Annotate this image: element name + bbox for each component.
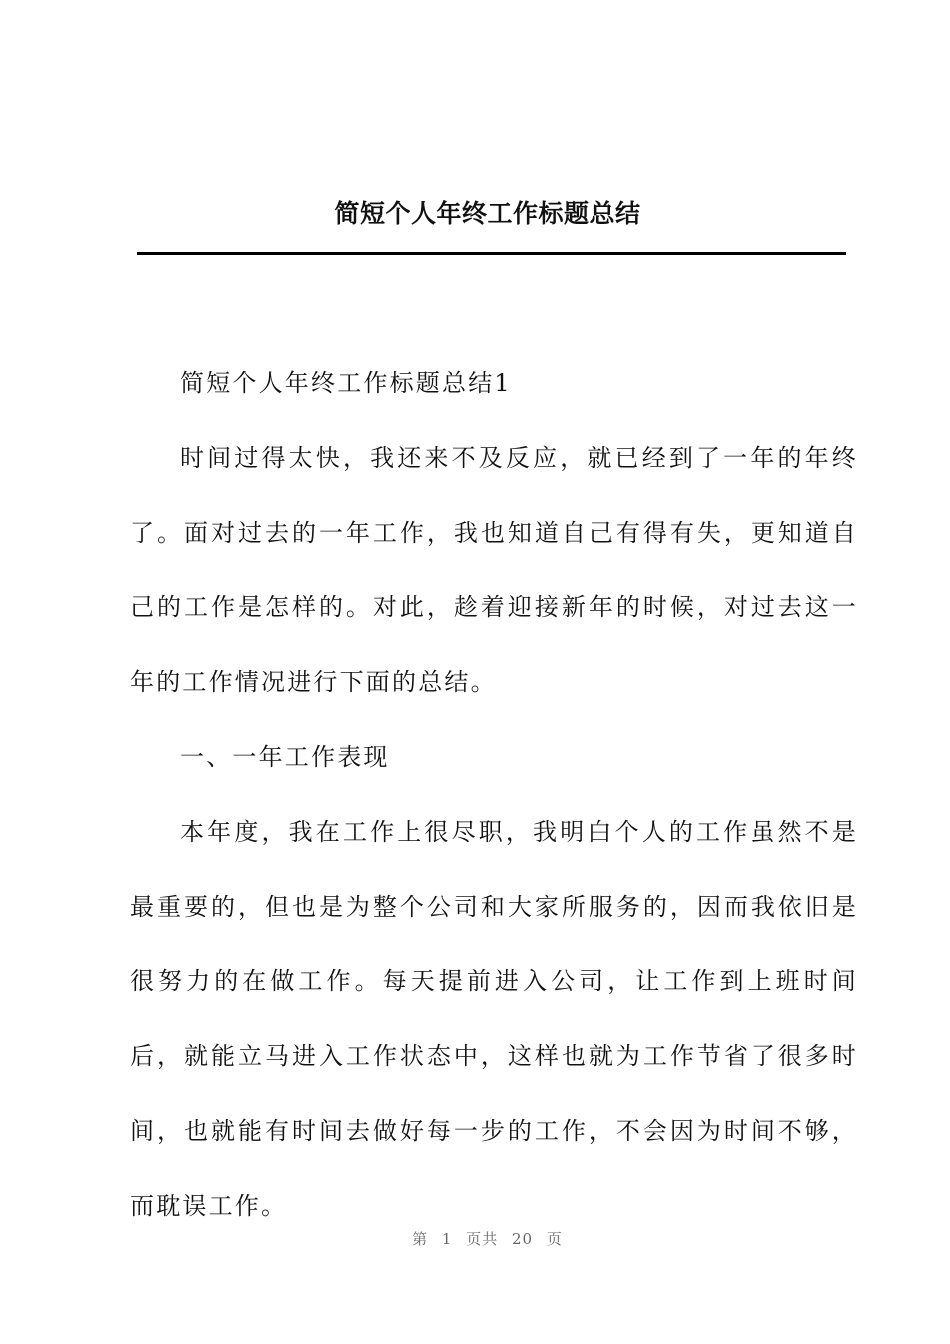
page-number-footer: 第 1 页共 20 页 — [412, 1230, 563, 1248]
subsection-heading: 一、一年工作表现 — [180, 742, 390, 771]
title-underline-rule — [137, 252, 846, 255]
body-paragraph: 本年度，我在工作上很尽职，我明白个人的工作虽然不是最重要的，但也是为整个公司和大家所服务的，因而我依旧是很努力的在做工作。每天提前进入公司，让工作到上班时间后，就能立马进入工作状态中，这样也就为工作节省了很多时间，也就能有时间去做好每一步的工作，不会因为时间不够，而耽误工作。 — [130, 817, 858, 1220]
body-paragraph: 时间过得太快，我还来不及反应，就已经到了一年的年终了。面对过去的一年工作，我也知道自己有得有失，更知道自己的工作是怎样的。对此，趁着迎接新年的时候，对过去这一年的工作情况进行下面的总结。 — [130, 443, 858, 697]
section-heading: 简短个人年终工作标题总结1 — [180, 369, 512, 397]
document-title: 简短个人年终工作标题总结 — [334, 199, 641, 228]
document-body — [130, 346, 858, 1244]
